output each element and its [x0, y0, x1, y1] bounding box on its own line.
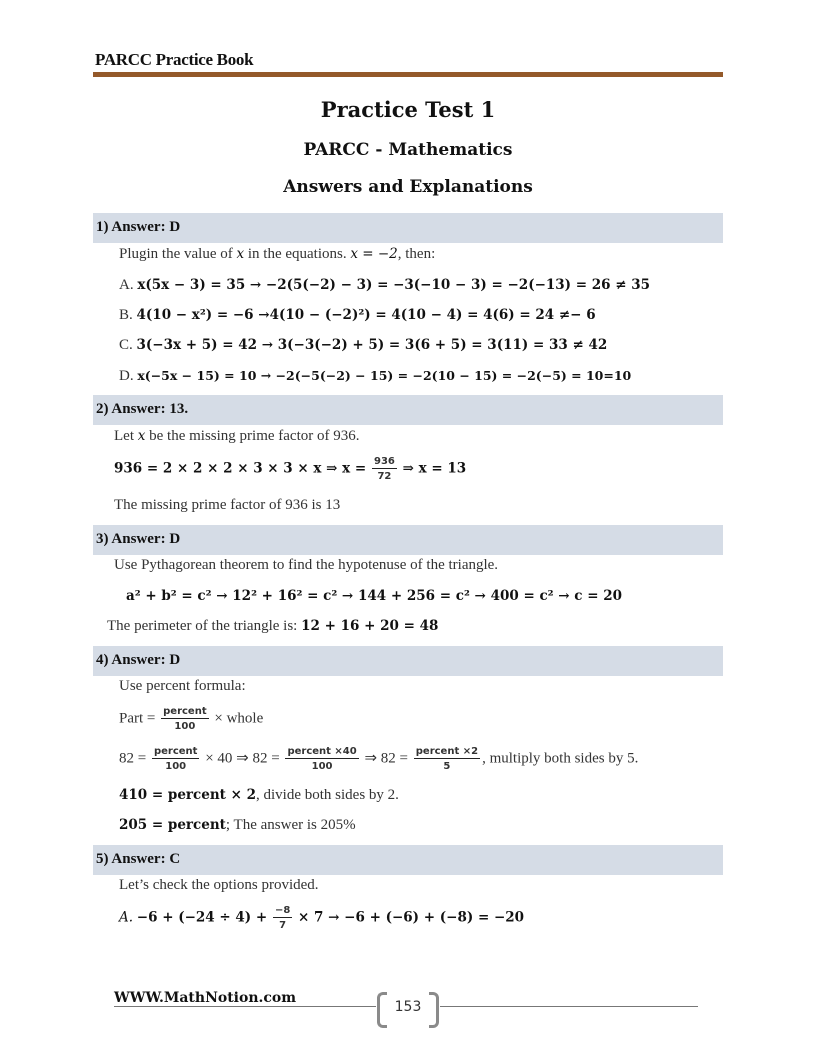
q2-fraction [372, 456, 397, 482]
fraction-denominator: 7 [279, 920, 287, 931]
answer-bar-1: 1) Answer: D [93, 213, 723, 243]
q5-fraction [273, 905, 292, 931]
option-math: 4(10 − x²) = −6 →4(10 − (−2)²) = 4(10 − 4) = 4(6) = 24 ≠− 6 [136, 307, 596, 323]
q4-l3-fraction-3 [414, 746, 480, 772]
fraction-denominator: 100 [165, 761, 187, 772]
fraction-denominator: 5 [443, 761, 451, 772]
q2-intro-pre: Let [114, 428, 138, 444]
q4-l3-tail: , multiply both sides by 5. [482, 750, 639, 767]
fraction-denominator: 100 [311, 761, 333, 772]
q1-option-b [119, 307, 596, 324]
q3-eq: a² + b² = c² → 12² + 16² = c² → 144 + 256 = c² → 400 = c² → c = 20 [126, 588, 623, 604]
test-title: Practice Test 1 [320, 97, 496, 122]
q1-option-d [119, 368, 631, 385]
q4-part-tail: × whole [214, 710, 264, 727]
q1-option-c [119, 337, 607, 354]
q4-l5-math: 205 = percent [119, 817, 226, 833]
q1-intro-mid: in the equations. [244, 246, 351, 262]
answer-bar-5: 5) Answer: C [93, 845, 723, 875]
q4-l3-a: 82 = [119, 750, 147, 767]
fraction-numerator: −8 [274, 905, 291, 916]
q3-equation [126, 588, 622, 605]
q1-intro-post: , then: [397, 246, 436, 262]
answer-bar-2: 2) Answer: 13. [93, 395, 723, 425]
answer-bar-4: 4) Answer: D [93, 646, 723, 676]
option-label: A. [119, 277, 134, 293]
book-title: PARCC Practice Book [95, 50, 254, 69]
q5-intro: Let’s check the options provided. [119, 877, 319, 893]
fraction-numerator: percent [153, 746, 198, 757]
q4-intro: Use percent formula: [119, 678, 246, 694]
q1-intro-var: x [236, 246, 245, 262]
q2-intro [114, 428, 360, 445]
subject-title: PARCC - Mathematics [303, 140, 513, 160]
fraction-numerator: percent [163, 706, 207, 717]
option-math: x(5x − 3) = 35 → −2(5(−2) − 3) = −3(−10 − 3) = −2(−13) = 26 ≠ 35 [137, 277, 651, 293]
fraction-denominator: 72 [377, 471, 392, 482]
fraction-numerator: percent ×40 [287, 746, 357, 757]
q3-perimeter [107, 618, 438, 635]
q4-l4-math: 410 = percent × 2 [119, 787, 256, 803]
header-rule [93, 72, 723, 77]
q3-perim-text: The perimeter of the triangle is: [107, 618, 302, 634]
q4-part-formula [119, 706, 263, 732]
footer-url: WWW.MathNotion.com [114, 990, 297, 1006]
answer-bar-3: 3) Answer: D [93, 525, 723, 555]
q4-l3-fraction-1 [152, 746, 199, 772]
q5-opt-pre: −6 + (−24 ÷ 4) + [136, 909, 268, 926]
right-bracket-icon [429, 992, 439, 1028]
q4-l3-fraction-2 [285, 746, 358, 772]
q2-eq-right: ⇒ x = 13 [402, 460, 467, 477]
q4-l3-b: × 40 ⇒ 82 = [205, 750, 280, 767]
q1-intro [119, 246, 435, 263]
q3-perim-math: 12 + 16 + 20 = 48 [301, 618, 439, 634]
q3-intro: Use Pythagorean theorem to find the hypotenuse of the triangle. [114, 557, 499, 573]
q5-opt-post: × 7 → −6 + (−6) + (−8) = −20 [298, 909, 525, 926]
q2-eq-left: 936 = 2 × 2 × 2 × 3 × 3 × x ⇒ x = [114, 460, 367, 477]
q2-intro-post: be the missing prime factor of 936. [145, 428, 360, 444]
q4-part-fraction [161, 706, 208, 732]
page-number: 153 [376, 992, 440, 1022]
q4-line3 [119, 746, 638, 772]
option-label: D. [119, 368, 134, 384]
q5-option-a [119, 905, 524, 931]
q4-l4-tail: , divide both sides by 2. [256, 787, 399, 803]
q1-option-a [119, 277, 650, 294]
q1-intro-eq: x = −2 [350, 246, 398, 262]
q2-equation [114, 456, 466, 482]
section-title: Answers and Explanations [283, 177, 533, 197]
q4-part-label: Part = [119, 710, 156, 727]
fraction-denominator: 100 [174, 721, 196, 732]
option-math: x(−5x − 15) = 10 → −2(−5(−2) − 15) = −2(10 − 15) = −2(−5) = 10=10 [137, 368, 632, 383]
q2-conclusion: The missing prime factor of 936 is 13 [114, 497, 341, 513]
option-label: B. [119, 307, 133, 323]
fraction-numerator: percent ×2 [415, 746, 479, 757]
q4-line4 [119, 787, 399, 804]
q2-intro-var: x [137, 428, 146, 444]
q4-l5-tail: ; The answer is 205% [225, 817, 356, 833]
option-label: C. [119, 337, 133, 353]
left-bracket-icon [377, 992, 387, 1028]
option-label: A. [119, 909, 134, 926]
q4-l3-c: ⇒ 82 = [364, 750, 408, 767]
q1-intro-pre: Plugin the value of [119, 246, 237, 262]
option-math: 3(−3x + 5) = 42 → 3(−3(−2) + 5) = 3(6 + 5) = 3(11) = 33 ≠ 42 [136, 337, 608, 353]
q4-line5 [119, 817, 356, 834]
fraction-numerator: 936 [374, 456, 395, 467]
